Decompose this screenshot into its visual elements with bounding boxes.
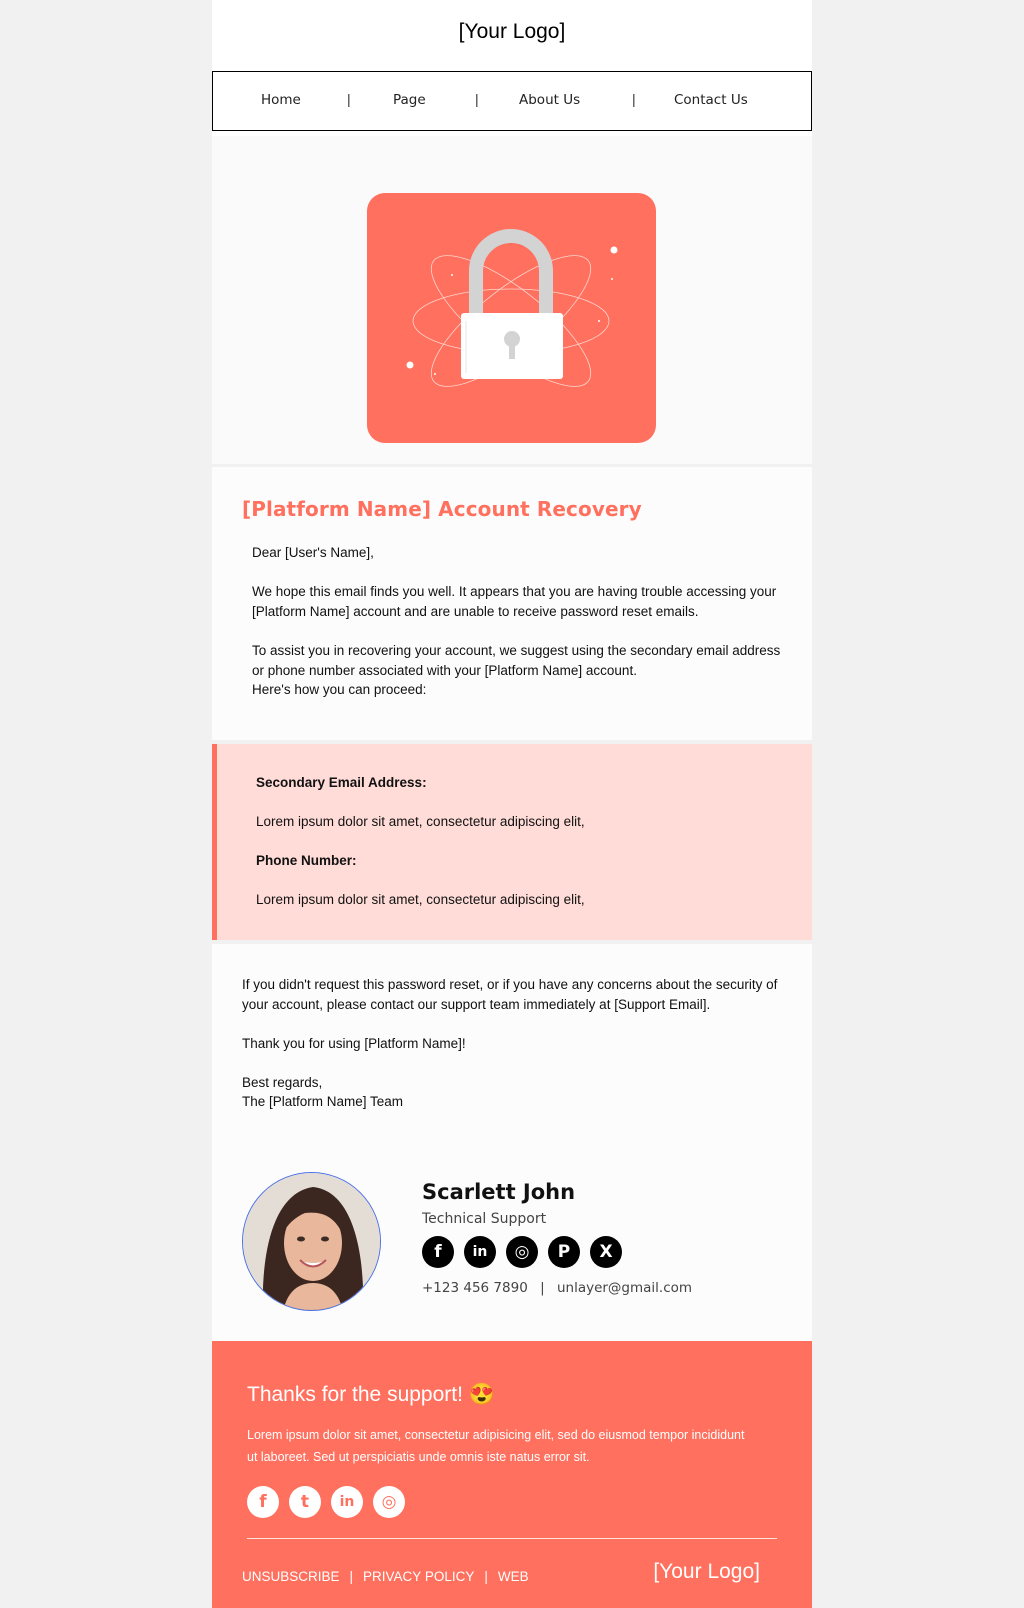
x-icon[interactable]: X (590, 1236, 622, 1268)
nav-separator: | (347, 91, 351, 107)
signature-role: Technical Support (422, 1211, 547, 1227)
thanks-text: Thank you for using [Platform Name]! (242, 1036, 466, 1051)
instagram-icon[interactable]: ◎ (506, 1236, 538, 1268)
email-container (212, 0, 812, 1608)
footer-social-icons (247, 1486, 405, 1518)
phone-number-text: Lorem ipsum dolor sit amet, consectetur adipiscing elit, (256, 892, 585, 907)
recovery-options-callout (212, 744, 812, 940)
greeting: Dear [User's Name], (252, 545, 374, 560)
signature-name: Scarlett John (422, 1180, 576, 1204)
nav-about-us[interactable]: About Us (519, 92, 581, 108)
facebook-icon[interactable]: f (247, 1486, 279, 1518)
signature-phone: +123 456 7890 (422, 1280, 528, 1296)
footer-divider (247, 1538, 777, 1539)
nav-bar (212, 71, 812, 131)
footer-title: Thanks for the support! 😍 (247, 1383, 495, 1406)
link-separator: | (484, 1569, 488, 1584)
contact-separator: | (540, 1280, 545, 1296)
privacy-policy-link[interactable]: PRIVACY POLICY (363, 1569, 475, 1584)
signoff-line1: Best regards, (242, 1075, 323, 1090)
footer-links (242, 1569, 529, 1584)
web-link[interactable]: WEB (497, 1569, 529, 1584)
logo[interactable]: [Your Logo] (458, 20, 566, 43)
padlock-illustration (367, 193, 656, 443)
linkedin-icon[interactable]: in (331, 1486, 363, 1518)
avatar (242, 1172, 381, 1311)
proceed-text: Here's how you can proceed: (252, 682, 427, 697)
unsubscribe-link[interactable]: UNSUBSCRIBE (242, 1569, 340, 1584)
message-intro (212, 467, 812, 740)
signoff-line2: The [Platform Name] Team (242, 1094, 404, 1109)
header (212, 0, 812, 136)
secondary-email-text: Lorem ipsum dolor sit amet, consectetur adipiscing elit, (256, 814, 585, 829)
footer-text: Lorem ipsum dolor sit amet, consectetur adipisicing elit, sed do eiusmod tempor incididunt ut laboreet. Sed ut perspiciatis unde omnis iste natus error sit. (247, 1428, 745, 1464)
nav-contact-us[interactable]: Contact Us (674, 92, 748, 108)
secondary-email-label: Secondary Email Address: (256, 775, 427, 790)
suggestion-paragraph: To assist you in recovering your account, we suggest using the secondary email address or phone number associated with your [Platform Name] account. (252, 643, 781, 678)
instagram-icon[interactable]: ◎ (373, 1486, 405, 1518)
signature-social-icons (422, 1236, 622, 1268)
nav-separator: | (632, 91, 636, 107)
phone-number-label: Phone Number: (256, 853, 357, 868)
linkedin-icon[interactable]: in (464, 1236, 496, 1268)
padlock-icon (367, 193, 656, 443)
footer (212, 1341, 812, 1608)
page-title: [Platform Name] Account Recovery (242, 497, 642, 521)
twitter-icon[interactable]: t (289, 1486, 321, 1518)
pinterest-icon[interactable]: P (548, 1236, 580, 1268)
link-separator: | (349, 1569, 354, 1584)
intro-paragraph: We hope this email finds you well. It appears that you are having trouble accessing your [Platform Name] account and are unable to receive password reset emails. (252, 584, 777, 619)
message-closing (212, 944, 812, 1341)
nav-separator: | (475, 91, 479, 107)
signature-email[interactable]: unlayer@gmail.com (556, 1280, 693, 1296)
hero-section (212, 136, 812, 464)
nav-page[interactable]: Page (393, 92, 426, 108)
nav-home[interactable]: Home (261, 92, 301, 108)
avatar-photo (243, 1173, 381, 1311)
security-paragraph: If you didn't request this password reset, or if you have any concerns about the security of your account, please contact our support team immediately at [Support Email]. (242, 977, 778, 1012)
facebook-icon[interactable]: f (422, 1236, 454, 1268)
footer-logo[interactable]: [Your Logo] (653, 1560, 760, 1583)
signature-contact (422, 1280, 692, 1296)
